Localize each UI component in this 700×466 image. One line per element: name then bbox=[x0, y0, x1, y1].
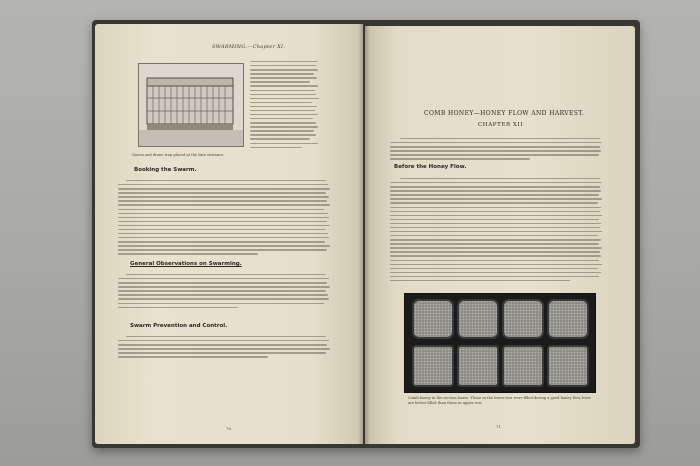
intro-paragraph bbox=[390, 138, 604, 162]
left-page-number: 70 bbox=[226, 426, 232, 431]
heading-before-honey-flow: Before the Honey Flow. bbox=[394, 164, 467, 170]
left-caption: Queen and drone trap placed at the hive entrance. bbox=[132, 153, 225, 157]
heading-booking-swarm: Booking the Swarm. bbox=[134, 167, 197, 173]
hive-photo bbox=[138, 63, 244, 147]
left-running-head: SWARMING.—Chapter XI. bbox=[212, 44, 286, 50]
right-caption: Comb honey in the section boxes. Those in the lower row were filled during a good honey flow, bees are better filled than those in upper row. bbox=[408, 396, 591, 405]
paragraph-1 bbox=[118, 180, 332, 257]
right-page-number: 71 bbox=[496, 424, 502, 429]
paragraph-3 bbox=[118, 336, 332, 360]
hive-illustration bbox=[139, 64, 243, 146]
comb-honey-photo bbox=[404, 293, 596, 393]
chapter-number: CHAPTER XII bbox=[478, 122, 524, 128]
paragraph-2 bbox=[118, 274, 332, 311]
heading-swarm-prevention: Swarm Prevention and Control. bbox=[130, 323, 228, 329]
honey-flow-paragraph bbox=[390, 178, 604, 284]
left-column-text bbox=[250, 61, 322, 151]
book-gutter bbox=[358, 24, 370, 444]
heading-general-observations: General Observations on Swarming. bbox=[130, 261, 242, 267]
chapter-title: COMB HONEY—HONEY FLOW AND HARVEST. bbox=[424, 110, 585, 117]
comb-honey-illustration bbox=[405, 294, 595, 392]
